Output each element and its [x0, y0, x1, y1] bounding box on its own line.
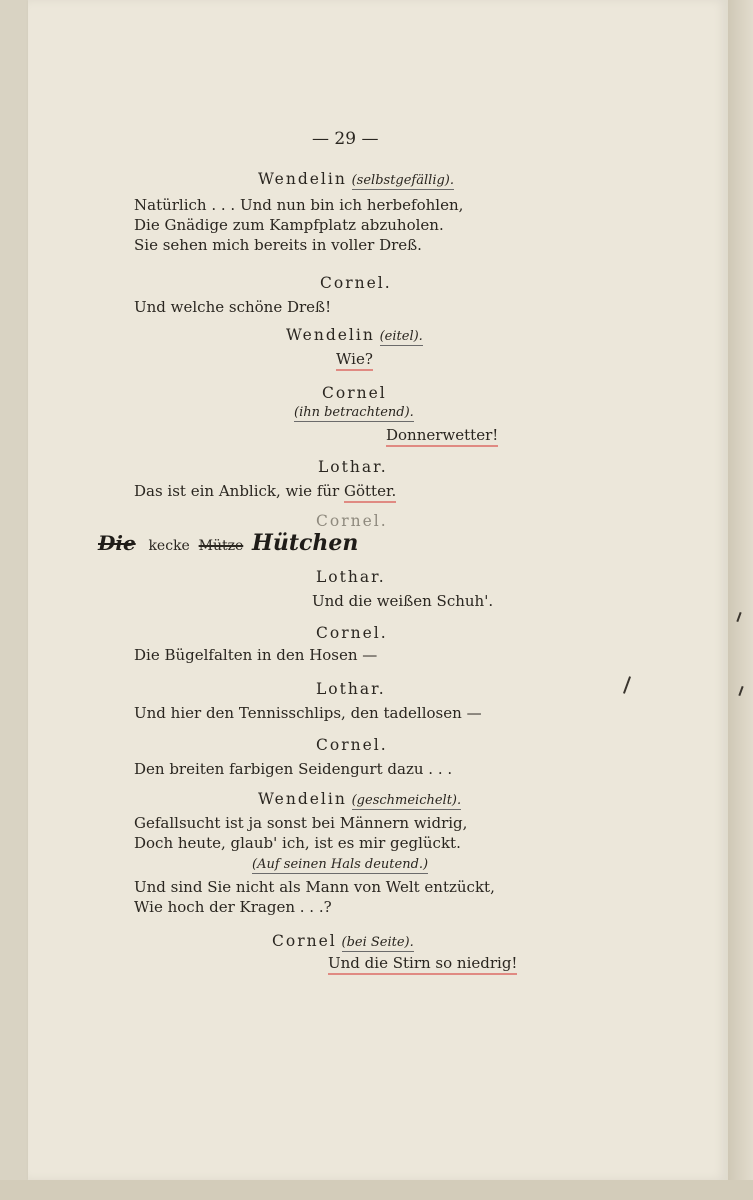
verse-line	[336, 350, 373, 368]
verse-text: kecke	[148, 538, 190, 554]
verse-line: Natürlich . . . Und nun bin ich herbefohlen,	[134, 196, 464, 214]
speaker-name: Wendelin	[258, 170, 347, 188]
underlined-phrase: Und die Stirn so niedrig!	[328, 954, 517, 975]
verse-line: Und hier den Tennisschlips, den tadellosen —	[134, 704, 482, 722]
stage-direction: (geschmeichelt).	[351, 793, 462, 808]
speaker-name: Cornel.	[316, 736, 388, 754]
speaker-name: Wendelin	[286, 326, 375, 344]
handwritten-word: Hütchen	[252, 530, 359, 556]
page-number: — 29 —	[312, 129, 379, 149]
verse-line: Und sind Sie nicht als Mann von Welt entzückt,	[134, 878, 495, 896]
verse-line: Gefallsucht ist ja sonst bei Männern widrig,	[134, 814, 468, 832]
stage-direction: (selbstgefällig).	[351, 173, 454, 188]
verse-line: Die Bügelfalten in den Hosen —	[134, 646, 378, 664]
speaker-name: Lothar.	[316, 680, 386, 698]
verse-line: Wie hoch der Kragen . . .?	[134, 898, 332, 916]
verse-line: Sie sehen mich bereits in voller Dreß.	[134, 236, 422, 254]
stage-direction	[252, 856, 428, 874]
verse-line	[328, 954, 517, 972]
stage-direction-text: (ihn betrachtend).	[294, 405, 414, 420]
verse-text: Das ist ein Anblick, wie für	[134, 482, 340, 500]
verse-line: Doch heute, glaub' ich, ist es mir geglückt.	[134, 834, 461, 852]
verse-line: Den breiten farbigen Seidengurt dazu . . .	[134, 760, 453, 778]
struck-word: Mütze	[198, 538, 244, 554]
speaker-name: Lothar.	[316, 568, 386, 586]
handwritten-word: Die	[98, 531, 136, 555]
speaker-name: Cornel.	[320, 274, 392, 292]
stage-direction: (bei Seite).	[341, 935, 414, 950]
stage-direction: (eitel).	[379, 329, 423, 344]
verse-line: Die Gnädige zum Kampfplatz abzuholen.	[134, 216, 444, 234]
underlined-word: Donnerwetter!	[386, 426, 498, 447]
speaker-name: Cornel.	[316, 512, 388, 530]
speaker-name: Cornel.	[316, 624, 388, 642]
handwritten-correction-line	[98, 530, 359, 556]
verse-line: Und die weißen Schuh'.	[312, 592, 494, 610]
stage-direction	[294, 404, 414, 422]
underlined-word: Wie?	[336, 350, 373, 371]
page-edge	[728, 0, 753, 1200]
speaker-name: Lothar.	[318, 458, 388, 476]
underlined-word: Götter.	[344, 482, 396, 503]
page-bottom-margin	[0, 1180, 753, 1200]
speaker-name: Cornel	[272, 932, 337, 950]
speaker-line-1	[258, 170, 454, 190]
stage-direction-text: (Auf seinen Hals deutend.)	[252, 857, 429, 872]
verse-line: Und welche schöne Dreß!	[134, 298, 332, 316]
verse-line	[134, 482, 396, 500]
speaker-line-7	[286, 326, 423, 346]
speaker-line-30	[272, 932, 414, 952]
speaker-name: Cornel	[322, 384, 387, 402]
speaker-name: Wendelin	[258, 790, 347, 808]
verse-line	[386, 426, 498, 444]
speaker-line-24	[258, 790, 461, 810]
